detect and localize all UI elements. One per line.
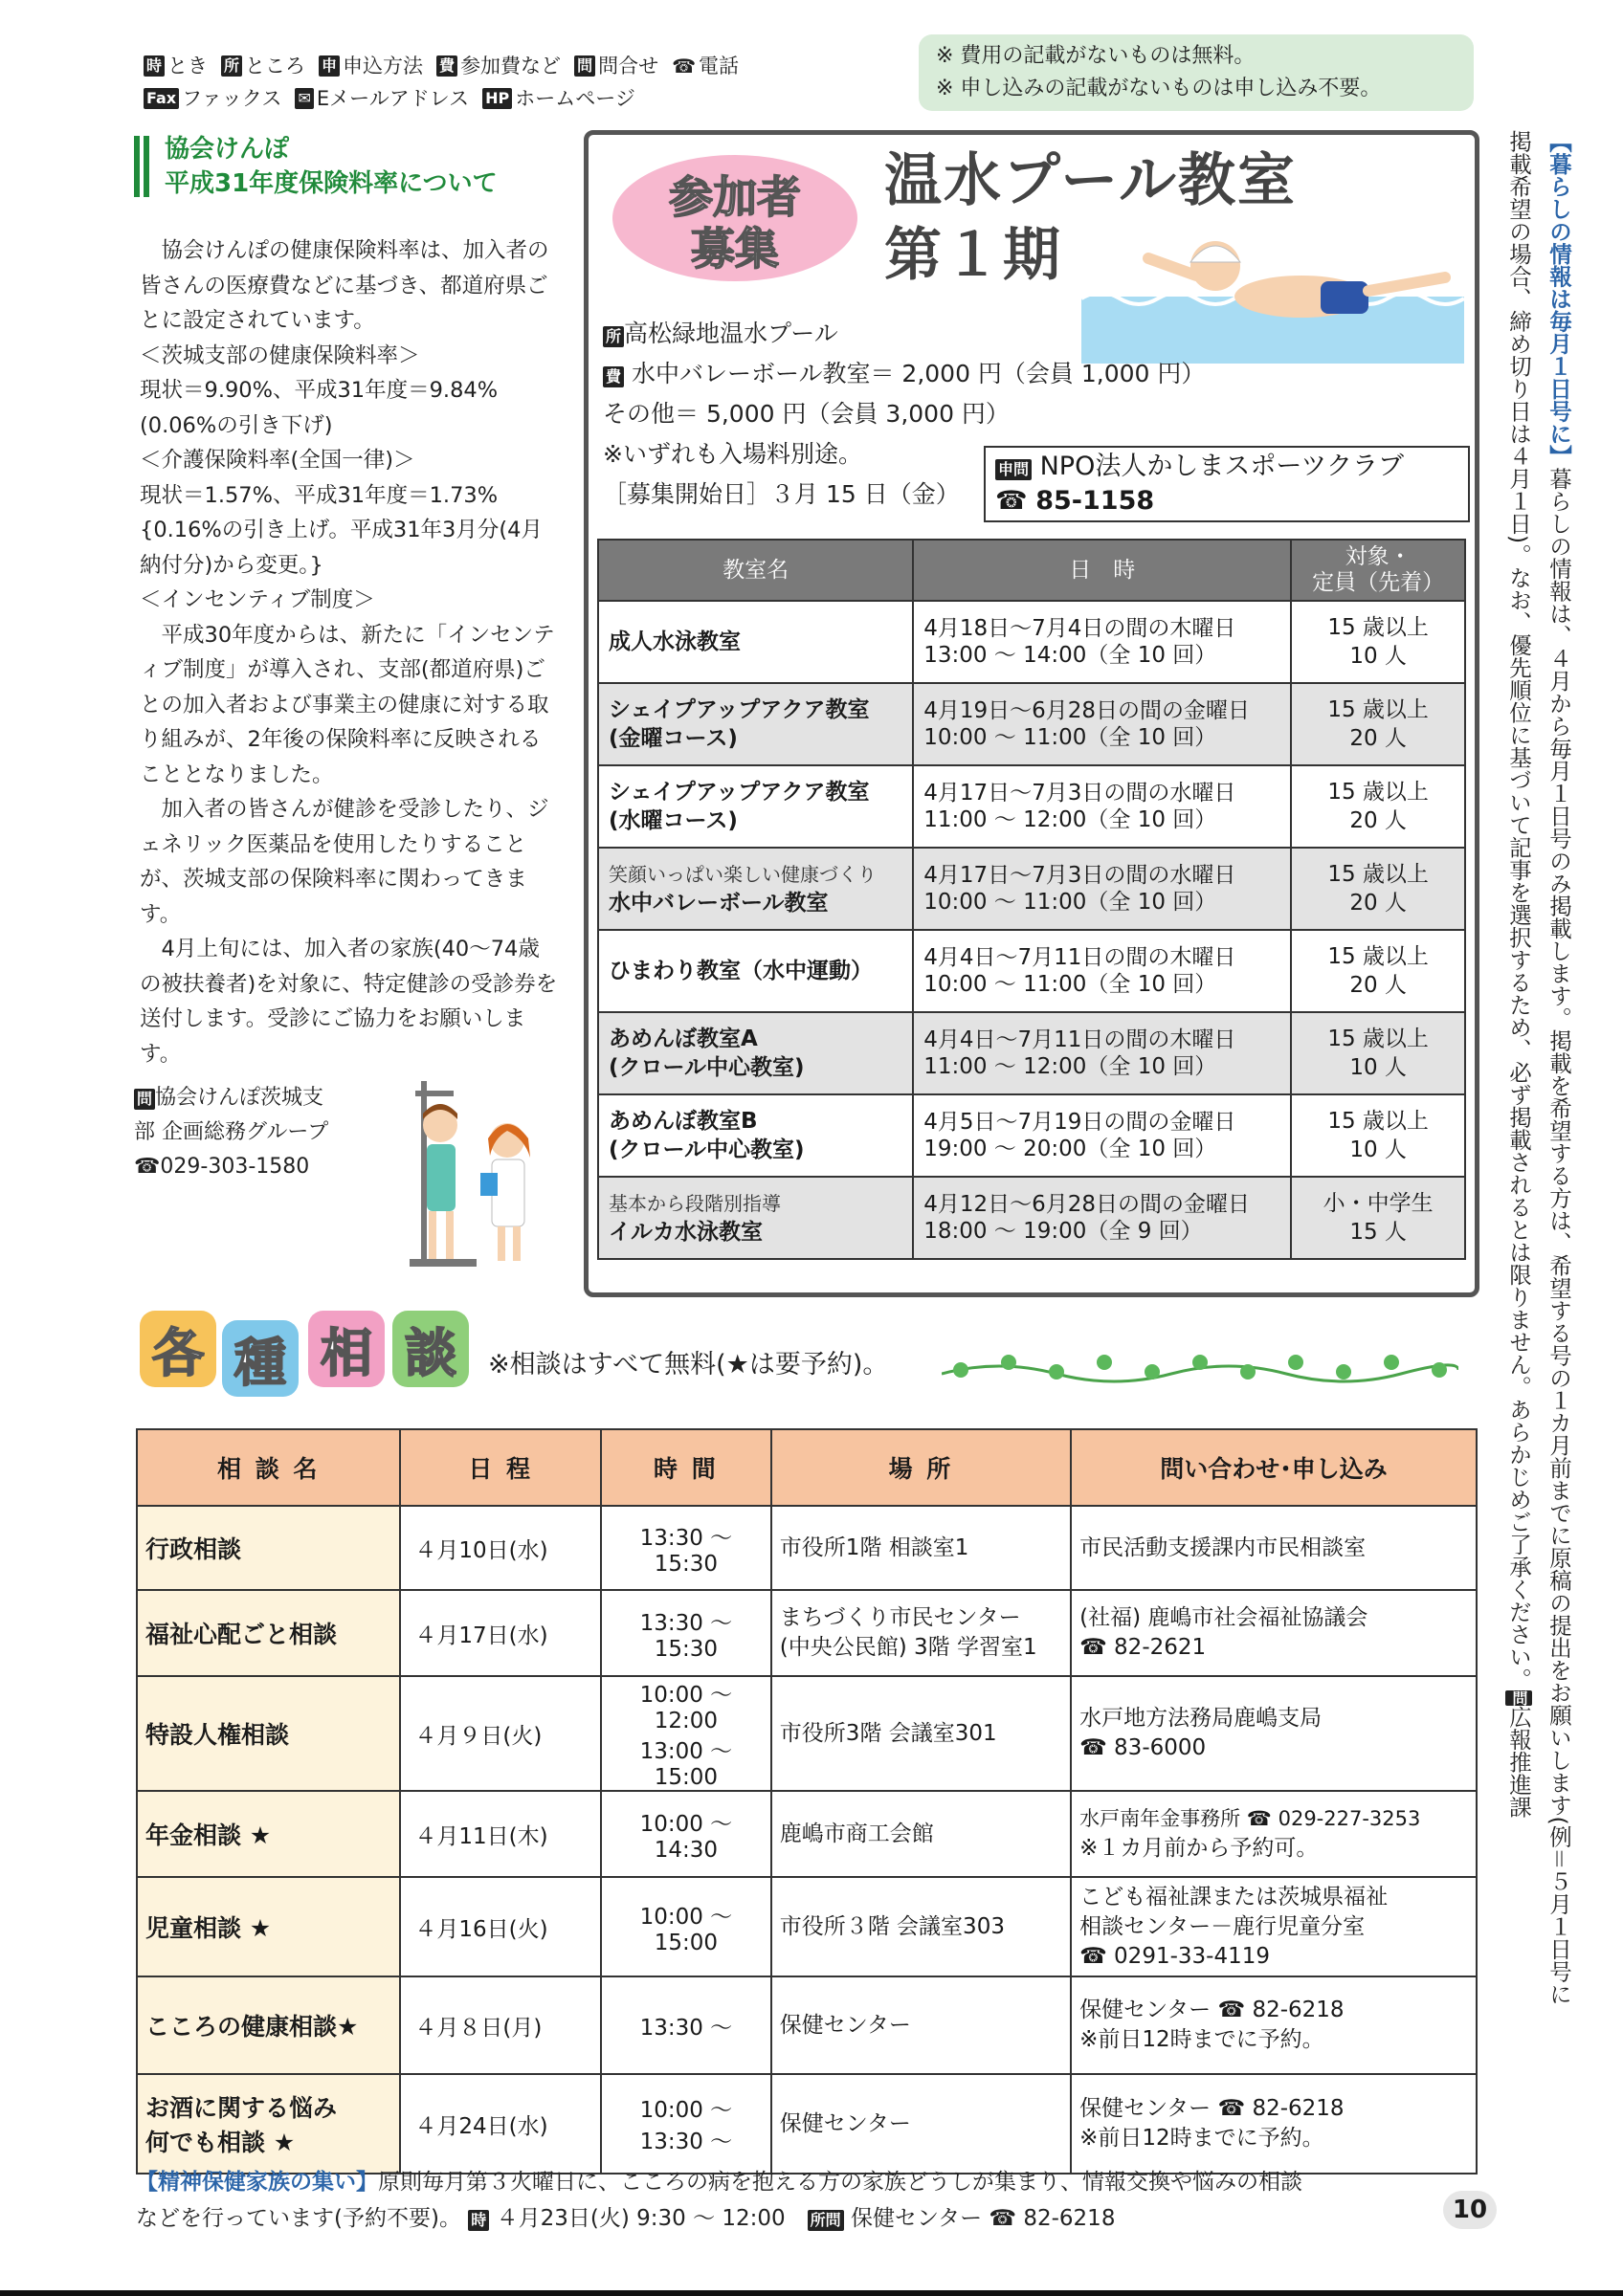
pool-class-table [597, 539, 1466, 1260]
consultation-note: ※相談はすべて無料(★は要予約)。 [488, 1350, 889, 1380]
inquiry-icon: 問 [574, 55, 595, 77]
table-row: 笑顔いっぱい楽しい健康づくり 水中バレーボール教室 4月17日～7月3日の間の水曜日 10:00 ～ 11:00（全 10 回） 15 歳以上 20 人 [598, 848, 1465, 930]
table-row: あめんぼ教室A (クロール中心教室) 4月4日～7月11日の間の木曜日 11:00 ～ 12:00（全 10 回） 15 歳以上 10 人 [598, 1012, 1465, 1094]
col-time: 時 間 [601, 1429, 771, 1506]
consultation-heading [140, 1311, 484, 1406]
phone-icon: ☎ [995, 486, 1028, 516]
col-target: 対象・ 定員（先着） [1291, 540, 1465, 601]
doctor-patient-illustration [402, 1081, 555, 1272]
kenpo-phone: 029-303-1580 [160, 1155, 310, 1179]
kenpo-rate-2: 現状＝1.57%、平成31年度＝1.73% [140, 482, 499, 508]
email-icon: ✉ [295, 88, 313, 109]
consultation-table-header [137, 1429, 1477, 1506]
col-datetime: 日 時 [913, 540, 1291, 601]
col-class-name: 教室名 [598, 540, 913, 601]
kenpo-para-4: 4月上旬には、加入者の家族(40～74歳の被扶養者)を対象に、特定健診の受診券を送付します。受診にご協力をお願いします。 [140, 937, 558, 1067]
kenpo-body [140, 233, 561, 1071]
table-row: 特設人権相談 ４月９日(火) 10:00 ～ 12:00 13:00 ～ 15:00 市役所3階 会議室301 水戸地方法務局鹿嶋支局 ☎ 83-6000 [137, 1676, 1477, 1791]
heading-tile: 相 [308, 1311, 385, 1387]
pool-place: 高松緑地温水プール [624, 320, 838, 347]
fax-icon: Fax [144, 88, 179, 109]
table-row: シェイプアップアクア教室 (水曜コース) 4月17日～7月3日の間の水曜日 11:00 ～ 12:00（全 10 回） 15 歳以上 20 人 [598, 765, 1465, 848]
kenpo-rate-1: 現状＝9.90%、平成31年度＝9.84% [140, 378, 499, 403]
phone-icon: ☎ [134, 1155, 161, 1179]
table-row: 福祉心配ごと相談 ４月17日(水) 13:30 ～ 15:30 まちづくり市民センター (中央公民館) 3階 学習室1 (社福) 鹿嶋市社会福祉協議会 ☎ 82-2621 [137, 1590, 1477, 1676]
table-row: あめんぼ教室B (クロール中心教室) 4月5日～7月19日の間の金曜日 19:00 ～ 20:00（全 10 回） 15 歳以上 10 人 [598, 1094, 1465, 1177]
kenpo-contact: 問 協会けんぽ茨城支 部 企画総務グループ ☎029-303-1580 [134, 1086, 329, 1179]
legend-item-fee: 費 参加費など [436, 50, 561, 82]
legend-item-time: 時 とき [144, 50, 208, 82]
legend [144, 50, 909, 115]
col-place: 場 所 [771, 1429, 1071, 1506]
fee-icon: 費 [603, 366, 624, 387]
inquiry-icon: 問 [134, 1089, 155, 1110]
table-row: シェイプアップアクア教室 (金曜コース) 4月19日～6月28日の間の金曜日 10:00 ～ 11:00（全 10 回） 15 歳以上 20 人 [598, 683, 1465, 765]
pool-table-header [598, 540, 1465, 601]
legend-item-homepage: HP ホームページ [482, 82, 635, 115]
pool-start-date: ［募集開始日］３月 15 日（金） [603, 480, 960, 508]
apply-icon: 申 [319, 55, 340, 77]
kenpo-rate-1-note: (0.06%の引き下げ) [140, 412, 333, 438]
note-line-1: ※ 費用の記載がないものは無料。 [936, 44, 1256, 68]
apply-inquiry-icon: 申問 [995, 459, 1032, 480]
fee-icon: 費 [436, 55, 457, 77]
legend-row-1 [144, 50, 909, 82]
place-icon: 所 [221, 55, 242, 77]
legend-item-place: 所 ところ [221, 50, 305, 82]
place-inquiry-icon: 所問 [808, 2210, 844, 2231]
place-icon: 所 [603, 326, 624, 347]
vertical-notice-col-2: 掲載希望の場合、締め切り日は４月１日)。なお、優先順位に基づいて記事を選択するため、必ず掲載されるとは限りません。あらかじめご了承ください。問広報推進課 [1505, 130, 1532, 1819]
inquiry-icon: 問 [1505, 1690, 1532, 1706]
pool-fee-3: ※いずれも入場料別途。 [603, 440, 862, 468]
pool-fee-2: その他＝ 5,000 円（会員 3,000 円） [603, 400, 1010, 428]
vertical-notice-col-1: 【暮らしの情報は毎月１日号に】暮らしの情報は、４月から毎月１日号のみ掲載します。掲載を希望する方は、希望する号の１カ月前までに原稿の提出をお願いします(例＝５月１日号に [1545, 130, 1572, 2005]
legend-item-email: ✉ Eメールアドレス [295, 82, 469, 115]
bottom-rule [0, 2290, 1623, 2296]
table-row: 行政相談 ４月10日(水) 13:30 ～ 15:30 市役所1階 相談室1 市民活動支援課内市民相談室 [137, 1506, 1477, 1590]
badge-line-2: 募集 [691, 223, 779, 275]
time-icon: 時 [468, 2210, 489, 2231]
pool-title: 温水プール教室 第１期 [884, 147, 1297, 289]
note-line-2: ※ 申し込みの記載がないものは申し込み不要。 [936, 77, 1382, 100]
clover-garland-decoration [942, 1345, 1458, 1391]
kenpo-title-2: 平成31年度保険料率について [165, 169, 498, 198]
legend-item-fax: Fax ファックス [144, 82, 281, 115]
notes-box [919, 34, 1474, 111]
legend-item-apply: 申 申込方法 [319, 50, 423, 82]
col-contact: 問い合わせ･申し込み [1071, 1429, 1477, 1506]
family-meeting-title: 【精神保健家族の集い】 [136, 2170, 378, 2195]
table-row: ひまわり教室（水中運動） 4月4日～7月11日の間の木曜日 10:00 ～ 11:00（全 10 回） 15 歳以上 20 人 [598, 930, 1465, 1012]
table-row: 成人水泳教室 4月18日～7月4日の間の木曜日 13:00 ～ 14:00（全 10 回） 15 歳以上 10 人 [598, 601, 1465, 683]
kenpo-title-1: 協会けんぽ [165, 135, 290, 164]
kenpo-para-2: 平成30年度からは、新たに「インセンティブ制度」が導入され、支部(都道府県)ごとの加入者および事業主の健康に対する取り組みが、2年後の保険料率に反映されることとなりました。 [140, 622, 555, 787]
phone-icon: ☎ [672, 55, 696, 77]
time-icon: 時 [144, 55, 165, 77]
club-name: NPO法人かしまスポーツクラブ [1039, 452, 1404, 481]
legend-item-inquiry: 問 問合せ [574, 50, 658, 82]
table-row: こころの健康相談★ ４月８日(月) 13:30 ～ 保健センター 保健センター ☎ 82-6218 ※前日12時までに予約。 [137, 1976, 1477, 2074]
heading-tile: 種 [222, 1320, 299, 1397]
heading-tile: 各 [140, 1311, 216, 1387]
heading-bar [144, 136, 149, 197]
badge-line-1: 参加者 [669, 171, 801, 223]
col-consult-name: 相 談 名 [137, 1429, 400, 1506]
participant-recruit-badge [611, 151, 859, 285]
kenpo-para-1: 協会けんぽの健康保険料率は、加入者の皆さんの医療費などに基づき、都道府県ごとに設定されています。 [140, 238, 549, 333]
kenpo-rate-2-note: {0.16%の引き上げ。平成31年3月分(4月納付分)から変更。} [140, 518, 543, 578]
legend-row-2 [144, 82, 909, 115]
kenpo-heading-care: ＜介護保険料率(全国一律)＞ [140, 448, 415, 473]
pool-contact-box [984, 446, 1470, 522]
heading-tile: 談 [392, 1311, 469, 1387]
col-schedule: 日 程 [400, 1429, 601, 1506]
table-row: お酒に関する悩み 何でも相談 ★ ４月24日(水) 10:00 ～ 13:30 ～ 保健センター 保健センター ☎ 82-6218 ※前日12時までに予約。 [137, 2074, 1477, 2174]
legend-item-phone: ☎ 電話 [672, 50, 739, 82]
pool-fee-1: 水中バレーボール教室＝ 2,000 円（会員 1,000 円） [631, 360, 1206, 387]
table-row: 児童相談 ★ ４月16日(火) 10:00 ～ 15:00 市役所３階 会議室303 こども福祉課または茨城県福祉 相談センター－鹿行児童分室 ☎ 0291-33-4119 [137, 1877, 1477, 1976]
consultation-table [136, 1428, 1478, 2175]
kenpo-heading-rate: ＜茨城支部の健康保険料率＞ [140, 342, 420, 368]
kenpo-para-3: 加入者の皆さんが健診を受診したり、ジェネリック医薬品を使用したりすることが、茨城支部の保険料率に関わってきます。 [140, 797, 549, 927]
vertical-notice-title: 【暮らしの情報は毎月１日号に】 [1545, 130, 1572, 468]
club-phone: 85-1158 [1035, 486, 1155, 516]
table-row: 年金相談 ★ ４月11日(木) 10:00 ～ 14:30 鹿嶋市商工会館 水戸南年金事務所 ☎ 029-227-3253 ※１カ月前から予約可。 [137, 1791, 1477, 1877]
kenpo-heading-incentive: ＜インセンティブ制度＞ [140, 587, 375, 612]
page-number: 10 [1443, 2191, 1497, 2229]
table-row: 基本から段階別指導 イルカ水泳教室 4月12日～6月28日の間の金曜日 18:00 ～ 19:00（全 9 回） 小・中学生 15 人 [598, 1177, 1465, 1259]
homepage-icon: HP [482, 88, 512, 109]
heading-bar [134, 136, 140, 197]
family-meeting-note: 【精神保健家族の集い】原則毎月第３火曜日に、こころの病を抱える方の家族どうしが集まり、情報交換や悩みの相談 などを行っています(予約不要)。 時 ４月23日(火) 9:30 ～ 12:00 所問 保健センター ☎ 82-6218 [136, 2170, 1302, 2231]
